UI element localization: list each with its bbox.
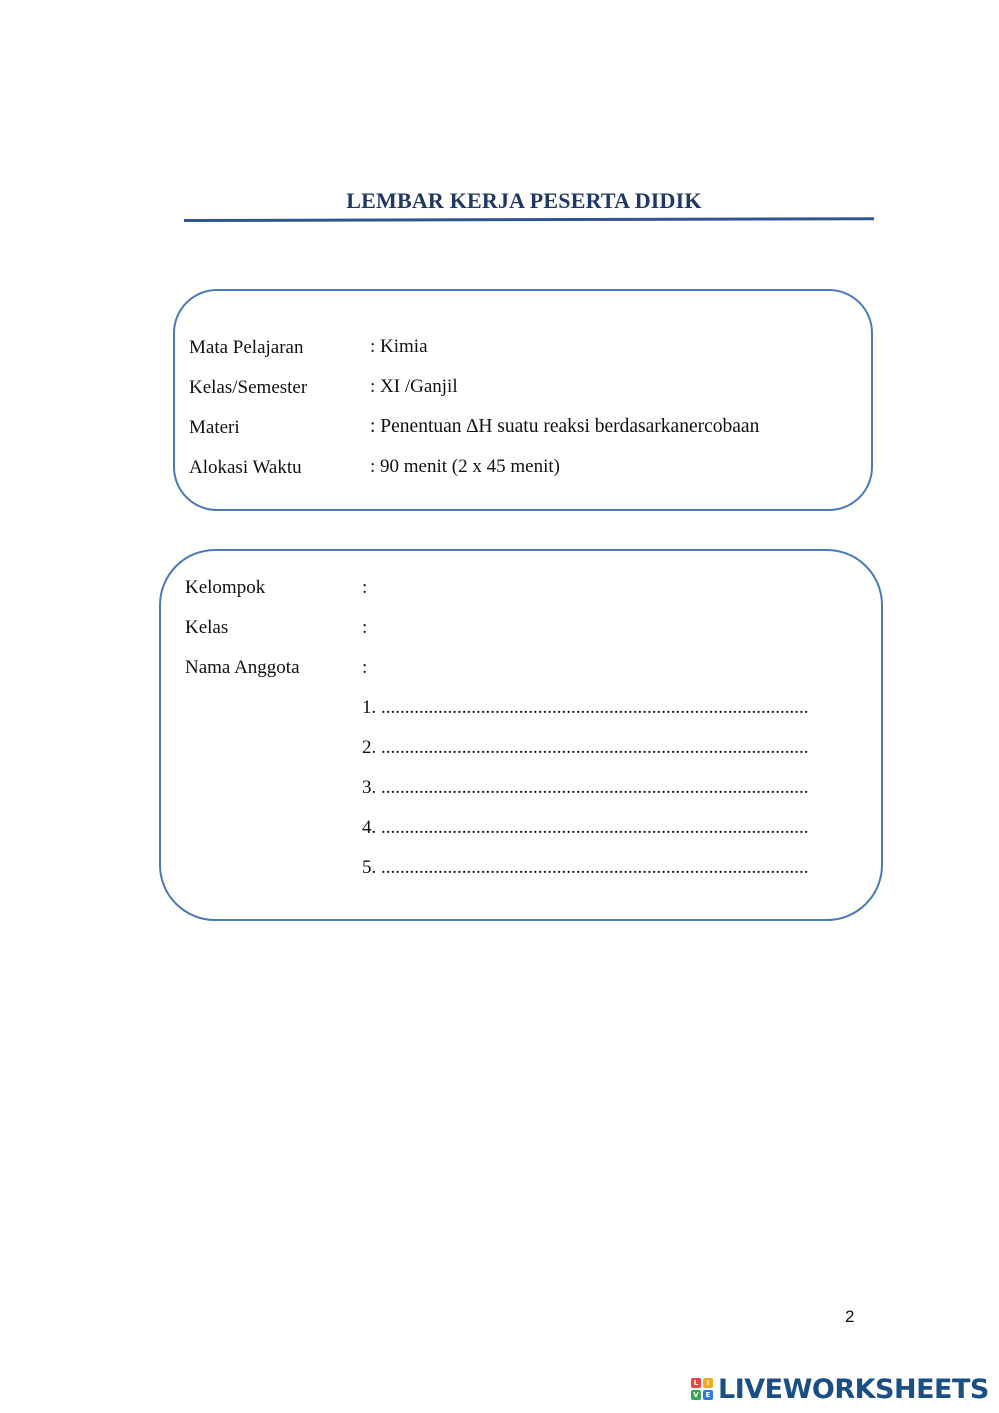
- class-semester-label: Kelas/Semester: [189, 377, 308, 398]
- topic-label: Materi: [189, 417, 240, 438]
- logo-tile-l: L: [691, 1378, 701, 1388]
- worksheet-title: LEMBAR KERJA PESERTA DIDIK: [346, 188, 702, 213]
- logo-tile-e: E: [703, 1390, 713, 1400]
- group-label: Kelompok: [185, 577, 266, 598]
- class-label: Kelas: [185, 617, 229, 638]
- group-value[interactable]: :: [362, 577, 368, 598]
- title-underline: [184, 217, 874, 222]
- member-line-5[interactable]: 5. ..........................................................................................: [362, 857, 809, 878]
- members-label: Nama Anggota: [185, 657, 300, 678]
- topic-value: : Penentuan ∆H suatu reaksi berdasarkanercobaan: [370, 416, 760, 437]
- brand-name: LIVEWORKSHEETS: [718, 1373, 989, 1405]
- member-line-1[interactable]: 1. ..........................................................................................: [362, 697, 809, 718]
- class-semester-value: : XI /Ganjil: [370, 376, 458, 397]
- time-allocation-label: Alokasi Waktu: [189, 457, 302, 478]
- brand-footer: [691, 1373, 989, 1405]
- liveworksheets-logo-icon: [691, 1378, 713, 1400]
- page-number: 2: [845, 1307, 855, 1326]
- subject-value: : Kimia: [370, 336, 428, 357]
- time-allocation-value: : 90 menit (2 x 45 menit): [370, 456, 560, 477]
- members-value: :: [362, 657, 368, 678]
- member-line-4[interactable]: 4. ..........................................................................................: [362, 817, 809, 838]
- member-line-2[interactable]: 2. ..........................................................................................: [362, 737, 809, 758]
- class-value[interactable]: :: [362, 617, 368, 638]
- subject-label: Mata Pelajaran: [189, 337, 304, 358]
- logo-tile-i: I: [703, 1378, 713, 1388]
- member-line-3[interactable]: 3. ..........................................................................................: [362, 777, 809, 798]
- logo-tile-v: V: [691, 1390, 701, 1400]
